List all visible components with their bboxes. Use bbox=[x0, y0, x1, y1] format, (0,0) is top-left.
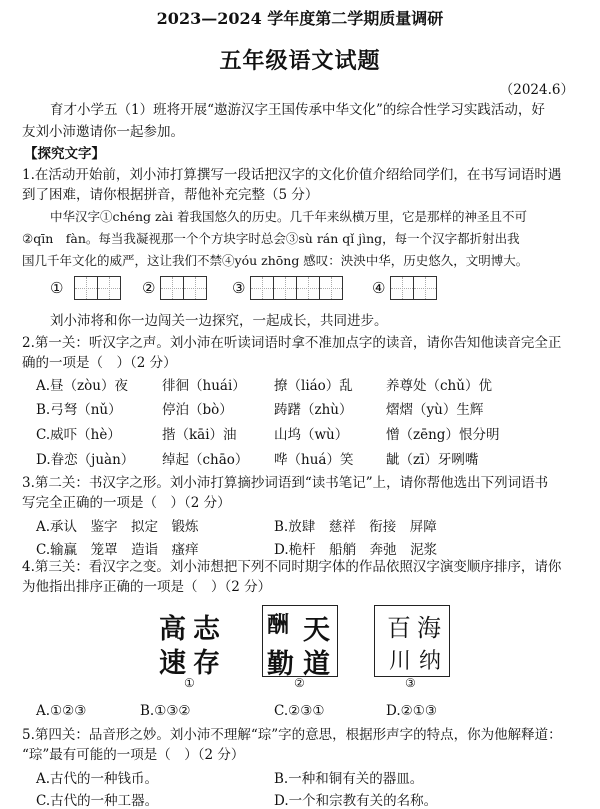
q5-option-b: B.一种和铜有关的器皿。 bbox=[274, 771, 424, 787]
blank-label-3: ③ bbox=[232, 279, 246, 297]
q2-b-1: B.弓弩（nǔ） bbox=[36, 402, 122, 418]
exam-date: （2024.6） bbox=[499, 82, 574, 98]
grid-cell[interactable] bbox=[413, 276, 437, 300]
grid-cell[interactable] bbox=[160, 276, 184, 300]
grid-cell[interactable] bbox=[390, 276, 414, 300]
transition-text: 刘小沛将和你一边闯关一边探究，一起成长，共同进步。 bbox=[50, 313, 388, 329]
img-label-1: ① bbox=[184, 676, 195, 690]
q5-option-c: C.古代的一种工器。 bbox=[36, 793, 159, 809]
q2-a-1: A.昼（zòu）夜 bbox=[36, 378, 128, 394]
q1-passage-1: 中华汉字①chéng zài 着我国悠久的历史。几千年来纵横万里，它是那样的神圣且不可 bbox=[50, 209, 527, 224]
q4-option-d: D.②①③ bbox=[386, 703, 437, 719]
q2-stem-1: 2.第一关：听汉字之声。刘小沛在听读词语时拿不准加点字的读音，请你告知他读音完全正 bbox=[22, 335, 562, 351]
calligraphy-char: 勤 bbox=[267, 649, 294, 680]
q4-option-b: B.①③② bbox=[140, 703, 191, 719]
q3-option-b: B.放肆 慈祥 衔接 屏障 bbox=[274, 519, 437, 535]
q2-d-4: 龇（zī）牙咧嘴 bbox=[386, 452, 479, 468]
q2-d-1: D.眷恋（juàn） bbox=[36, 452, 135, 468]
q2-d-2: 绰起（chāo） bbox=[162, 452, 249, 468]
q3-option-d: D.桅杆 船艄 奔弛 泥浆 bbox=[274, 542, 438, 558]
answer-grid-3[interactable] bbox=[250, 276, 343, 300]
q1-stem-1: 1.在活动开始前，刘小沛打算撰写一段话把汉字的文化价值介绍给同学们，在书写词语时遇 bbox=[22, 167, 562, 183]
q3-option-c: C.输赢 笼罩 造诣 瘙痒 bbox=[36, 542, 199, 558]
calligraphy-char: 川 bbox=[389, 649, 412, 674]
q5-stem-1: 5.第四关：品音形之妙。刘小沛不理解“琮”字的意思，根据形声字的特点，你为他解释道： bbox=[22, 727, 562, 743]
calligraphy-image-2 bbox=[262, 605, 338, 680]
img-label-2: ② bbox=[294, 676, 305, 690]
grid-cell[interactable] bbox=[296, 276, 320, 300]
section-label: 【探究文字】 bbox=[24, 146, 105, 162]
q2-b-3: 踌躇（zhù） bbox=[274, 402, 353, 418]
q2-b-2: 停泊（bò） bbox=[162, 402, 233, 418]
answer-grid-1[interactable] bbox=[74, 276, 121, 300]
grid-cell[interactable] bbox=[250, 276, 274, 300]
q5-option-d: D.一个和宗教有关的名称。 bbox=[274, 793, 438, 809]
calligraphy-char: 速 bbox=[159, 648, 186, 679]
q2-c-4: 憎（zēng）恨分明 bbox=[386, 427, 500, 443]
exam-title: 2023—2024 学年度第二学期质量调研 bbox=[156, 9, 444, 28]
q4-option-c: C.②③① bbox=[274, 703, 325, 719]
q2-a-4: 养尊处（chǔ）优 bbox=[386, 378, 492, 394]
blank-label-1: ① bbox=[50, 279, 64, 297]
grid-cell[interactable] bbox=[273, 276, 297, 300]
grid-cell[interactable] bbox=[319, 276, 343, 300]
grid-cell[interactable] bbox=[74, 276, 98, 300]
answer-grid-2[interactable] bbox=[160, 276, 207, 300]
calligraphy-char: 志 bbox=[193, 614, 220, 645]
q4-stem-2: 为他指出排序正确的一项是（ ）（2 分） bbox=[22, 579, 272, 595]
paper-title: 五年级语文试题 bbox=[219, 48, 381, 74]
answer-grid-4[interactable] bbox=[390, 276, 437, 300]
calligraphy-image-3 bbox=[374, 605, 450, 677]
calligraphy-char: 酬 bbox=[267, 612, 290, 638]
q4-option-a: A.①②③ bbox=[36, 703, 87, 719]
q4-stem-1: 4.第三关：看汉字之变。刘小沛想把下列不同时期字体的作品依照汉字演变顺序排序，请你 bbox=[22, 559, 562, 575]
intro-line-2: 友刘小沛邀请你一起参加。 bbox=[22, 124, 184, 140]
q2-d-3: 哗（huá）笑 bbox=[274, 452, 354, 468]
q2-stem-2: 确的一项是（ ）（2 分） bbox=[22, 355, 177, 371]
calligraphy-char: 百 bbox=[387, 614, 411, 642]
q5-option-a: A.古代的一种钱币。 bbox=[36, 771, 159, 787]
calligraphy-char: 纳 bbox=[419, 649, 442, 674]
calligraphy-char: 存 bbox=[193, 648, 220, 679]
q2-a-3: 撩（liáo）乱 bbox=[274, 378, 353, 394]
q5-stem-2: “琮”最有可能的一项是（ ）（2 分） bbox=[22, 747, 245, 763]
blank-label-2: ② bbox=[142, 279, 156, 297]
calligraphy-char: 道 bbox=[303, 649, 330, 680]
grid-cell[interactable] bbox=[97, 276, 121, 300]
q2-c-2: 揩（kāi）油 bbox=[162, 427, 237, 443]
q2-a-2: 徘徊（huái） bbox=[162, 378, 246, 394]
q2-c-1: C.威吓（hè） bbox=[36, 427, 121, 443]
blank-label-4: ④ bbox=[372, 279, 386, 297]
img-label-3: ③ bbox=[405, 676, 416, 690]
q3-stem-1: 3.第二关：书汉字之形。刘小沛打算摘抄词语到“读书笔记”上，请你帮他选出下列词语书 bbox=[22, 475, 549, 491]
calligraphy-char: 天 bbox=[303, 615, 330, 646]
q2-b-4: 熠熠（yù）生辉 bbox=[386, 402, 484, 418]
q1-passage-2: ②qīn fàn。每当我凝视那一个个方块字时总会③sù rán qǐ jìng，每一个汉字都折射出我 bbox=[22, 231, 520, 246]
intro-line-1: 育才小学五（1）班将开展“遨游汉字王国传承中华文化”的综合性学习实践活动，好 bbox=[50, 102, 545, 118]
q1-passage-3: 国几千年文化的威严，这让我们不禁④yóu zhōng 感叹：泱泱中华，历史悠久，文明博大。 bbox=[22, 253, 529, 268]
q2-c-3: 山坞（wù） bbox=[274, 427, 349, 443]
q3-option-a: A.承认 鉴字 拟定 锻炼 bbox=[36, 519, 199, 535]
grid-cell[interactable] bbox=[183, 276, 207, 300]
calligraphy-char: 高 bbox=[159, 614, 186, 645]
calligraphy-image-1 bbox=[155, 605, 227, 679]
q3-stem-2: 写完全正确的一项是（ ）（2 分） bbox=[22, 495, 231, 511]
calligraphy-char: 海 bbox=[417, 614, 441, 642]
q1-stem-2: 到了困难，请你根据拼音，帮他补充完整（5 分） bbox=[22, 187, 319, 203]
